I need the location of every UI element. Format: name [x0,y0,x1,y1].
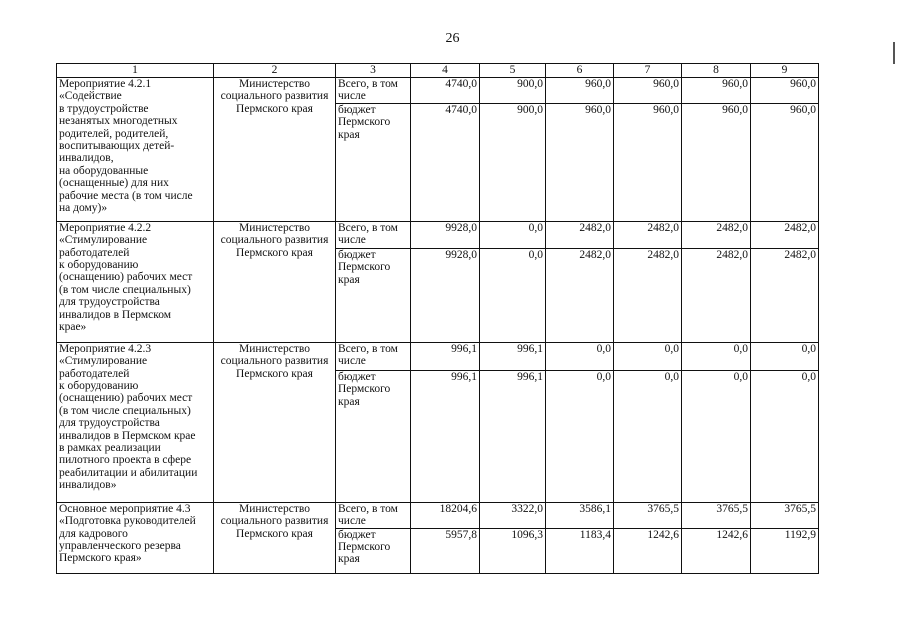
column-number: 7 [614,64,682,78]
funding-source-cell [336,342,411,370]
amount-cell: 2482,0 [614,221,682,248]
funding-source-line: края [338,553,360,566]
amount-cell: 0,0 [546,342,614,370]
event-name-line: Пермского края» [59,552,142,565]
funding-source-line: Пермского [338,116,391,129]
event-name-line: Основное мероприятие 4.3 [59,502,191,515]
event-name-cell [57,78,214,222]
amount-cell: 960,0 [546,78,614,104]
amount-cell: 2482,0 [751,248,819,342]
amount-cell: 2482,0 [682,221,751,248]
event-name-line: в рамках реализации [59,442,161,455]
event-name-line: (оснащению) рабочих мест [59,392,193,405]
funding-source-cell [336,221,411,248]
amount-cell: 960,0 [751,78,819,104]
funding-source-line: Всего, в том [338,78,398,90]
amount-cell: 0,0 [480,221,546,248]
funding-source-line: Пермского [338,383,391,396]
executor-line: социального развития [220,234,329,247]
block-total-row [57,342,819,370]
amount-cell: 996,1 [480,342,546,370]
amount-cell: 5957,8 [411,528,480,573]
funding-source-line: края [338,273,360,286]
funding-source-line: края [338,128,360,141]
event-name-line: незанятых многодетных [59,115,178,128]
amount-cell: 960,0 [614,103,682,221]
funding-source-line: бюджет [338,248,376,261]
column-number: 4 [411,64,480,78]
column-number: 6 [546,64,614,78]
amount-cell: 0,0 [682,370,751,502]
column-number: 9 [751,64,819,78]
funding-source-line: бюджет [338,528,376,541]
amount-cell: 2482,0 [546,248,614,342]
event-name-line: «Подготовка руководителей [59,515,196,528]
amount-cell: 1242,6 [682,528,751,573]
event-name-line: реабилитации и абилитации [59,466,198,479]
event-name-line: к оборудованию [59,259,139,272]
event-name-line: управленческого резерва [59,540,181,553]
funding-source-line: бюджет [338,103,376,116]
funding-source-line: числе [338,234,366,247]
amount-cell: 2482,0 [614,248,682,342]
amount-cell: 960,0 [546,103,614,221]
funding-source-line: бюджет [338,370,376,383]
executor-line: Пермского края [236,246,313,259]
event-name-line: «Стимулирование [59,234,148,247]
event-name-line: на дому)» [59,202,108,215]
funding-source-line: Всего, в том [338,221,398,234]
executor-cell [214,78,336,222]
column-number: 8 [682,64,751,78]
amount-cell: 4740,0 [411,103,480,221]
executor-line: социального развития [220,515,329,528]
amount-cell: 0,0 [480,248,546,342]
executor-cell [214,221,336,342]
amount-cell: 0,0 [751,342,819,370]
funding-source-line: Всего, в том [338,502,398,515]
executor-line: Министерство [239,78,310,90]
event-name-line: воспитывающих детей- [59,140,175,153]
event-name-line: (оснащению) рабочих мест [59,271,193,284]
funding-source-line: числе [338,90,366,103]
amount-cell: 3322,0 [480,502,546,528]
column-number: 2 [214,64,336,78]
amount-cell: 9928,0 [411,221,480,248]
block-total-row [57,502,819,528]
amount-cell: 2482,0 [751,221,819,248]
column-number-row [57,64,819,78]
executor-line: Министерство [239,221,310,234]
event-name-line: для трудоустройства [59,417,160,430]
amount-cell: 900,0 [480,103,546,221]
funding-source-line: Всего, в том [338,342,398,355]
amount-cell: 960,0 [751,103,819,221]
event-name-line: пилотного проекта в сфере [59,454,192,467]
executor-line: Министерство [239,342,310,355]
event-name-line: Мероприятие 4.2.1 [59,78,152,90]
amount-cell: 960,0 [682,78,751,104]
block-total-row [57,78,819,104]
amount-cell: 996,1 [411,370,480,502]
event-name-line: рабочие места (в том числе [59,189,193,202]
executor-line: Пермского края [236,527,313,540]
executor-line: социального развития [220,90,329,103]
funding-source-cell [336,528,411,573]
page-number: 26 [445,31,460,46]
event-name-line: «Стимулирование [59,355,148,368]
amount-cell: 0,0 [751,370,819,502]
event-name-line: (в том числе специальных) [59,283,191,296]
event-name-line: работодателей [59,246,130,259]
funding-source-cell [336,502,411,528]
column-number: 5 [480,64,546,78]
funding-source-cell [336,103,411,221]
block-total-row [57,221,819,248]
amount-cell: 960,0 [614,78,682,104]
scan-edge-mark [893,42,895,64]
funding-source-line: числе [338,355,366,368]
amount-cell: 0,0 [546,370,614,502]
event-name-line: инвалидов» [59,479,117,492]
event-name-cell [57,221,214,342]
amount-cell: 1183,4 [546,528,614,573]
amount-cell: 996,1 [411,342,480,370]
event-name-line: (в том числе специальных) [59,404,191,417]
funding-source-cell [336,248,411,342]
funding-source-line: числе [338,515,366,528]
event-name-line: работодателей [59,367,130,380]
event-name-line: в трудоустройстве [59,102,149,115]
amount-cell: 1096,3 [480,528,546,573]
event-name-line: Мероприятие 4.2.3 [59,342,152,355]
event-name-line: крае» [59,321,87,334]
event-name-line: для трудоустройства [59,296,160,309]
event-name-line: на оборудованные [59,164,149,177]
amount-cell: 0,0 [682,342,751,370]
amount-cell: 996,1 [480,370,546,502]
amount-cell: 3765,5 [682,502,751,528]
funding-source-line: края [338,395,360,408]
event-name-line: инвалидов в Пермском крае [59,429,196,442]
amount-cell: 0,0 [614,370,682,502]
column-number: 3 [336,64,411,78]
amount-cell: 1242,6 [614,528,682,573]
amount-cell: 9928,0 [411,248,480,342]
executor-cell [214,342,336,502]
column-number: 1 [57,64,214,78]
event-name-cell [57,342,214,502]
event-name-line: к оборудованию [59,380,139,393]
event-name-line: (оснащенные) для них [59,177,169,190]
event-name-line: родителей, родителей, [59,127,169,140]
executor-line: Пермского края [236,367,313,380]
event-name-line: инвалидов, [59,152,114,165]
funding-source-line: Пермского [338,261,391,274]
funding-source-cell [336,78,411,104]
executor-line: Министерство [239,502,310,515]
executor-cell [214,502,336,573]
amount-cell: 1192,9 [751,528,819,573]
executor-line: Пермского края [236,102,313,115]
event-name-line: «Содействие [59,90,122,103]
funding-source-cell [336,370,411,502]
event-name-line: Мероприятие 4.2.2 [59,221,152,234]
amount-cell: 3765,5 [751,502,819,528]
amount-cell: 2482,0 [546,221,614,248]
amount-cell: 2482,0 [682,248,751,342]
event-name-cell [57,502,214,573]
event-name-line: инвалидов в Пермском [59,308,172,321]
amount-cell: 0,0 [614,342,682,370]
amount-cell: 900,0 [480,78,546,104]
amount-cell: 3586,1 [546,502,614,528]
funding-source-line: Пермского [338,541,391,554]
amount-cell: 960,0 [682,103,751,221]
funding-table [56,63,819,574]
amount-cell: 4740,0 [411,78,480,104]
event-name-line: для кадрового [59,527,128,540]
amount-cell: 3765,5 [614,502,682,528]
amount-cell: 18204,6 [411,502,480,528]
executor-line: социального развития [220,355,329,368]
